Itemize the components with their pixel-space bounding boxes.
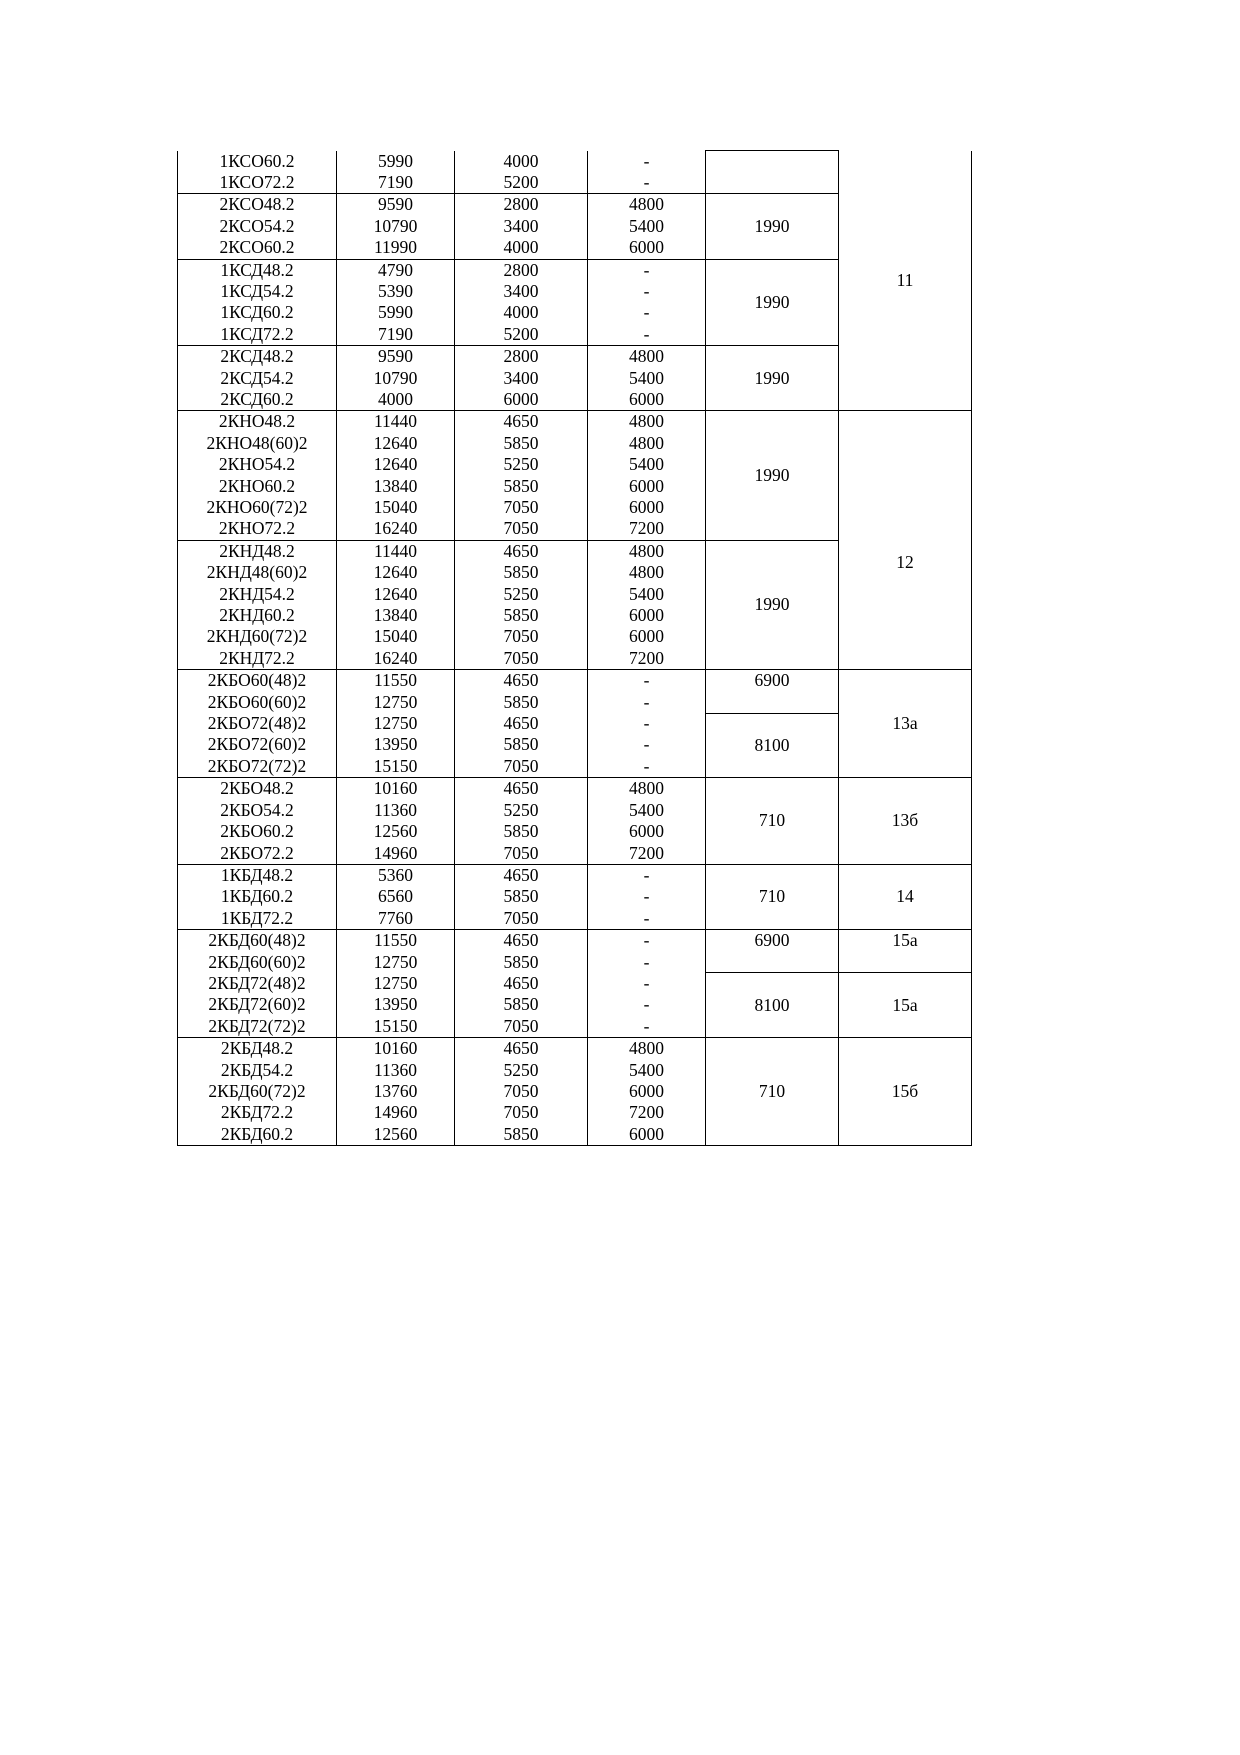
model-cell: 1КСО60.2 <box>178 151 337 172</box>
value-3-cell: - <box>588 281 706 302</box>
value-2-cell: 5850 <box>455 734 588 755</box>
value-3-cell: - <box>588 908 706 930</box>
model-cell: 2КБД72.2 <box>178 1102 337 1123</box>
value-2-cell: 5250 <box>455 1060 588 1081</box>
value-1-cell: 7190 <box>337 172 455 194</box>
col5-cell: 1990 <box>706 346 839 411</box>
value-3-cell: 5400 <box>588 800 706 821</box>
value-1-cell: 4000 <box>337 389 455 411</box>
col5-cell <box>706 151 839 194</box>
value-3-cell: 6000 <box>588 821 706 842</box>
model-cell: 2КНД48.2 <box>178 540 337 562</box>
value-3-cell: - <box>588 930 706 952</box>
model-cell: 2КНО48.2 <box>178 411 337 433</box>
value-1-cell: 12640 <box>337 433 455 454</box>
value-3-cell: - <box>588 864 706 886</box>
model-cell: 2КНО60(72)2 <box>178 497 337 518</box>
value-2-cell: 7050 <box>455 756 588 778</box>
value-3-cell: 5400 <box>588 216 706 237</box>
model-cell: 2КБД60.2 <box>178 1124 337 1146</box>
value-1-cell: 16240 <box>337 648 455 670</box>
value-3-cell: 5400 <box>588 454 706 475</box>
model-cell: 2КБД48.2 <box>178 1038 337 1060</box>
value-1-cell: 15040 <box>337 497 455 518</box>
table-row <box>178 411 972 433</box>
value-2-cell: 2800 <box>455 259 588 281</box>
value-2-cell: 4650 <box>455 864 588 886</box>
value-3-cell: 4800 <box>588 411 706 433</box>
model-cell: 2КНД60.2 <box>178 605 337 626</box>
value-3-cell: - <box>588 952 706 973</box>
col5-cell: 710 <box>706 1038 839 1146</box>
spec-table-body <box>178 151 972 1146</box>
value-3-cell: 7200 <box>588 518 706 540</box>
value-1-cell: 9590 <box>337 194 455 216</box>
value-2-cell: 5200 <box>455 172 588 194</box>
value-2-cell: 7050 <box>455 908 588 930</box>
value-2-cell: 4000 <box>455 237 588 259</box>
value-3-cell: - <box>588 713 706 734</box>
value-2-cell: 2800 <box>455 346 588 368</box>
value-1-cell: 10160 <box>337 1038 455 1060</box>
col5-cell: 710 <box>706 778 839 865</box>
model-cell: 2КБО60(48)2 <box>178 670 337 692</box>
value-3-cell: 4800 <box>588 346 706 368</box>
value-1-cell: 10790 <box>337 368 455 389</box>
value-3-cell: 4800 <box>588 433 706 454</box>
model-cell: 2КНО54.2 <box>178 454 337 475</box>
value-3-cell: - <box>588 886 706 907</box>
model-cell: 2КБО60(60)2 <box>178 692 337 713</box>
col6-cell: 11 <box>839 151 972 411</box>
value-1-cell: 13950 <box>337 994 455 1015</box>
value-1-cell: 11550 <box>337 930 455 952</box>
value-1-cell: 10790 <box>337 216 455 237</box>
value-3-cell: 5400 <box>588 1060 706 1081</box>
value-3-cell: 6000 <box>588 605 706 626</box>
value-1-cell: 12560 <box>337 821 455 842</box>
value-1-cell: 11550 <box>337 670 455 692</box>
table-row <box>178 973 972 994</box>
value-2-cell: 5850 <box>455 562 588 583</box>
value-1-cell: 12750 <box>337 952 455 973</box>
model-cell: 1КСД72.2 <box>178 324 337 346</box>
model-cell: 2КНД60(72)2 <box>178 626 337 647</box>
value-3-cell: - <box>588 1016 706 1038</box>
value-2-cell: 7050 <box>455 497 588 518</box>
model-cell: 2КБД60(48)2 <box>178 930 337 952</box>
table-row <box>178 930 972 952</box>
model-cell: 2КНД54.2 <box>178 584 337 605</box>
model-cell: 2КБД72(48)2 <box>178 973 337 994</box>
value-1-cell: 13840 <box>337 605 455 626</box>
value-3-cell: - <box>588 302 706 323</box>
model-cell: 2КСД60.2 <box>178 389 337 411</box>
value-3-cell: - <box>588 994 706 1015</box>
value-1-cell: 12640 <box>337 454 455 475</box>
value-1-cell: 5390 <box>337 281 455 302</box>
model-cell: 2КБО72(60)2 <box>178 734 337 755</box>
value-2-cell: 3400 <box>455 368 588 389</box>
model-cell: 2КБО72(72)2 <box>178 756 337 778</box>
value-2-cell: 5250 <box>455 454 588 475</box>
value-2-cell: 4650 <box>455 1038 588 1060</box>
value-2-cell: 4000 <box>455 302 588 323</box>
value-3-cell: - <box>588 172 706 194</box>
model-cell: 1КСД60.2 <box>178 302 337 323</box>
value-3-cell: 6000 <box>588 497 706 518</box>
value-1-cell: 7760 <box>337 908 455 930</box>
value-2-cell: 5850 <box>455 952 588 973</box>
value-2-cell: 5850 <box>455 994 588 1015</box>
model-cell: 1КСО72.2 <box>178 172 337 194</box>
value-3-cell: 7200 <box>588 1102 706 1123</box>
value-1-cell: 14960 <box>337 843 455 865</box>
value-3-cell: 6000 <box>588 1124 706 1146</box>
value-3-cell: 7200 <box>588 843 706 865</box>
value-1-cell: 6560 <box>337 886 455 907</box>
value-2-cell: 4650 <box>455 930 588 952</box>
col6-cell: 15а <box>839 930 972 973</box>
value-1-cell: 13760 <box>337 1081 455 1102</box>
model-cell: 1КБД60.2 <box>178 886 337 907</box>
value-1-cell: 4790 <box>337 259 455 281</box>
model-cell: 2КБД72(60)2 <box>178 994 337 1015</box>
value-3-cell: 4800 <box>588 562 706 583</box>
value-1-cell: 15150 <box>337 1016 455 1038</box>
value-2-cell: 4650 <box>455 540 588 562</box>
value-2-cell: 5850 <box>455 605 588 626</box>
value-2-cell: 7050 <box>455 1081 588 1102</box>
col6-cell: 13а <box>839 670 972 778</box>
value-1-cell: 11440 <box>337 540 455 562</box>
value-2-cell: 5850 <box>455 433 588 454</box>
model-cell: 2КНО48(60)2 <box>178 433 337 454</box>
value-1-cell: 5360 <box>337 864 455 886</box>
col5-cell: 6900 <box>706 930 839 973</box>
value-3-cell: - <box>588 670 706 692</box>
table-row <box>178 670 972 692</box>
col6-cell: 15а <box>839 973 972 1038</box>
value-2-cell: 5850 <box>455 886 588 907</box>
value-3-cell: - <box>588 259 706 281</box>
col5-cell: 8100 <box>706 713 839 778</box>
model-cell: 1КБД72.2 <box>178 908 337 930</box>
table-row <box>178 151 972 172</box>
value-2-cell: 6000 <box>455 389 588 411</box>
col5-cell: 8100 <box>706 973 839 1038</box>
col5-cell: 1990 <box>706 411 839 540</box>
table-row <box>178 778 972 800</box>
value-1-cell: 13950 <box>337 734 455 755</box>
col5-cell: 1990 <box>706 540 839 669</box>
value-1-cell: 5990 <box>337 302 455 323</box>
value-2-cell: 4000 <box>455 151 588 172</box>
model-cell: 2КБО72.2 <box>178 843 337 865</box>
value-2-cell: 4650 <box>455 411 588 433</box>
value-2-cell: 5250 <box>455 584 588 605</box>
model-cell: 2КБД60(72)2 <box>178 1081 337 1102</box>
value-1-cell: 11990 <box>337 237 455 259</box>
model-cell: 2КБО48.2 <box>178 778 337 800</box>
value-3-cell: - <box>588 973 706 994</box>
value-2-cell: 5850 <box>455 476 588 497</box>
model-cell: 2КСО54.2 <box>178 216 337 237</box>
model-cell: 2КБД72(72)2 <box>178 1016 337 1038</box>
value-2-cell: 7050 <box>455 518 588 540</box>
model-cell: 2КБД54.2 <box>178 1060 337 1081</box>
spec-table <box>177 150 972 1146</box>
value-2-cell: 4650 <box>455 973 588 994</box>
model-cell: 2КНД48(60)2 <box>178 562 337 583</box>
model-cell: 2КНД72.2 <box>178 648 337 670</box>
value-2-cell: 4650 <box>455 778 588 800</box>
value-1-cell: 5990 <box>337 151 455 172</box>
col6-cell: 12 <box>839 411 972 670</box>
value-1-cell: 12640 <box>337 584 455 605</box>
value-3-cell: - <box>588 324 706 346</box>
value-2-cell: 3400 <box>455 216 588 237</box>
value-2-cell: 7050 <box>455 648 588 670</box>
col5-cell: 1990 <box>706 194 839 259</box>
value-1-cell: 14960 <box>337 1102 455 1123</box>
value-1-cell: 11360 <box>337 800 455 821</box>
value-1-cell: 16240 <box>337 518 455 540</box>
col6-cell: 15б <box>839 1038 972 1146</box>
value-3-cell: 6000 <box>588 476 706 497</box>
model-cell: 2КСД48.2 <box>178 346 337 368</box>
value-1-cell: 12750 <box>337 692 455 713</box>
value-1-cell: 11440 <box>337 411 455 433</box>
value-1-cell: 12750 <box>337 713 455 734</box>
value-2-cell: 3400 <box>455 281 588 302</box>
value-2-cell: 5250 <box>455 800 588 821</box>
value-3-cell: - <box>588 151 706 172</box>
value-3-cell: 5400 <box>588 584 706 605</box>
model-cell: 2КСД54.2 <box>178 368 337 389</box>
value-3-cell: 4800 <box>588 1038 706 1060</box>
value-2-cell: 7050 <box>455 1102 588 1123</box>
value-3-cell: 4800 <box>588 194 706 216</box>
col6-cell: 14 <box>839 864 972 929</box>
value-3-cell: 4800 <box>588 778 706 800</box>
value-2-cell: 5850 <box>455 821 588 842</box>
value-2-cell: 5200 <box>455 324 588 346</box>
value-2-cell: 2800 <box>455 194 588 216</box>
model-cell: 2КБО72(48)2 <box>178 713 337 734</box>
value-3-cell: - <box>588 756 706 778</box>
value-3-cell: 7200 <box>588 648 706 670</box>
col6-cell: 13б <box>839 778 972 865</box>
value-2-cell: 7050 <box>455 1016 588 1038</box>
col5-cell: 6900 <box>706 670 839 713</box>
value-1-cell: 12750 <box>337 973 455 994</box>
model-cell: 2КБО60.2 <box>178 821 337 842</box>
value-2-cell: 7050 <box>455 843 588 865</box>
value-1-cell: 15150 <box>337 756 455 778</box>
value-3-cell: - <box>588 734 706 755</box>
value-3-cell: 5400 <box>588 368 706 389</box>
value-1-cell: 15040 <box>337 626 455 647</box>
col5-cell: 1990 <box>706 259 839 346</box>
model-cell: 2КНО60.2 <box>178 476 337 497</box>
value-2-cell: 7050 <box>455 626 588 647</box>
model-cell: 1КСД54.2 <box>178 281 337 302</box>
value-1-cell: 12560 <box>337 1124 455 1146</box>
value-3-cell: - <box>588 692 706 713</box>
table-row <box>178 1038 972 1060</box>
value-1-cell: 9590 <box>337 346 455 368</box>
model-cell: 2КНО72.2 <box>178 518 337 540</box>
col5-cell: 710 <box>706 864 839 929</box>
value-2-cell: 4650 <box>455 713 588 734</box>
model-cell: 2КСО60.2 <box>178 237 337 259</box>
value-1-cell: 10160 <box>337 778 455 800</box>
value-1-cell: 12640 <box>337 562 455 583</box>
table-row <box>178 864 972 886</box>
value-1-cell: 7190 <box>337 324 455 346</box>
model-cell: 1КСД48.2 <box>178 259 337 281</box>
value-3-cell: 4800 <box>588 540 706 562</box>
model-cell: 2КБД60(60)2 <box>178 952 337 973</box>
value-1-cell: 13840 <box>337 476 455 497</box>
model-cell: 2КБО54.2 <box>178 800 337 821</box>
value-3-cell: 6000 <box>588 626 706 647</box>
value-3-cell: 6000 <box>588 1081 706 1102</box>
model-cell: 2КСО48.2 <box>178 194 337 216</box>
value-1-cell: 11360 <box>337 1060 455 1081</box>
value-2-cell: 5850 <box>455 692 588 713</box>
value-3-cell: 6000 <box>588 389 706 411</box>
value-3-cell: 6000 <box>588 237 706 259</box>
model-cell: 1КБД48.2 <box>178 864 337 886</box>
value-2-cell: 4650 <box>455 670 588 692</box>
value-2-cell: 5850 <box>455 1124 588 1146</box>
